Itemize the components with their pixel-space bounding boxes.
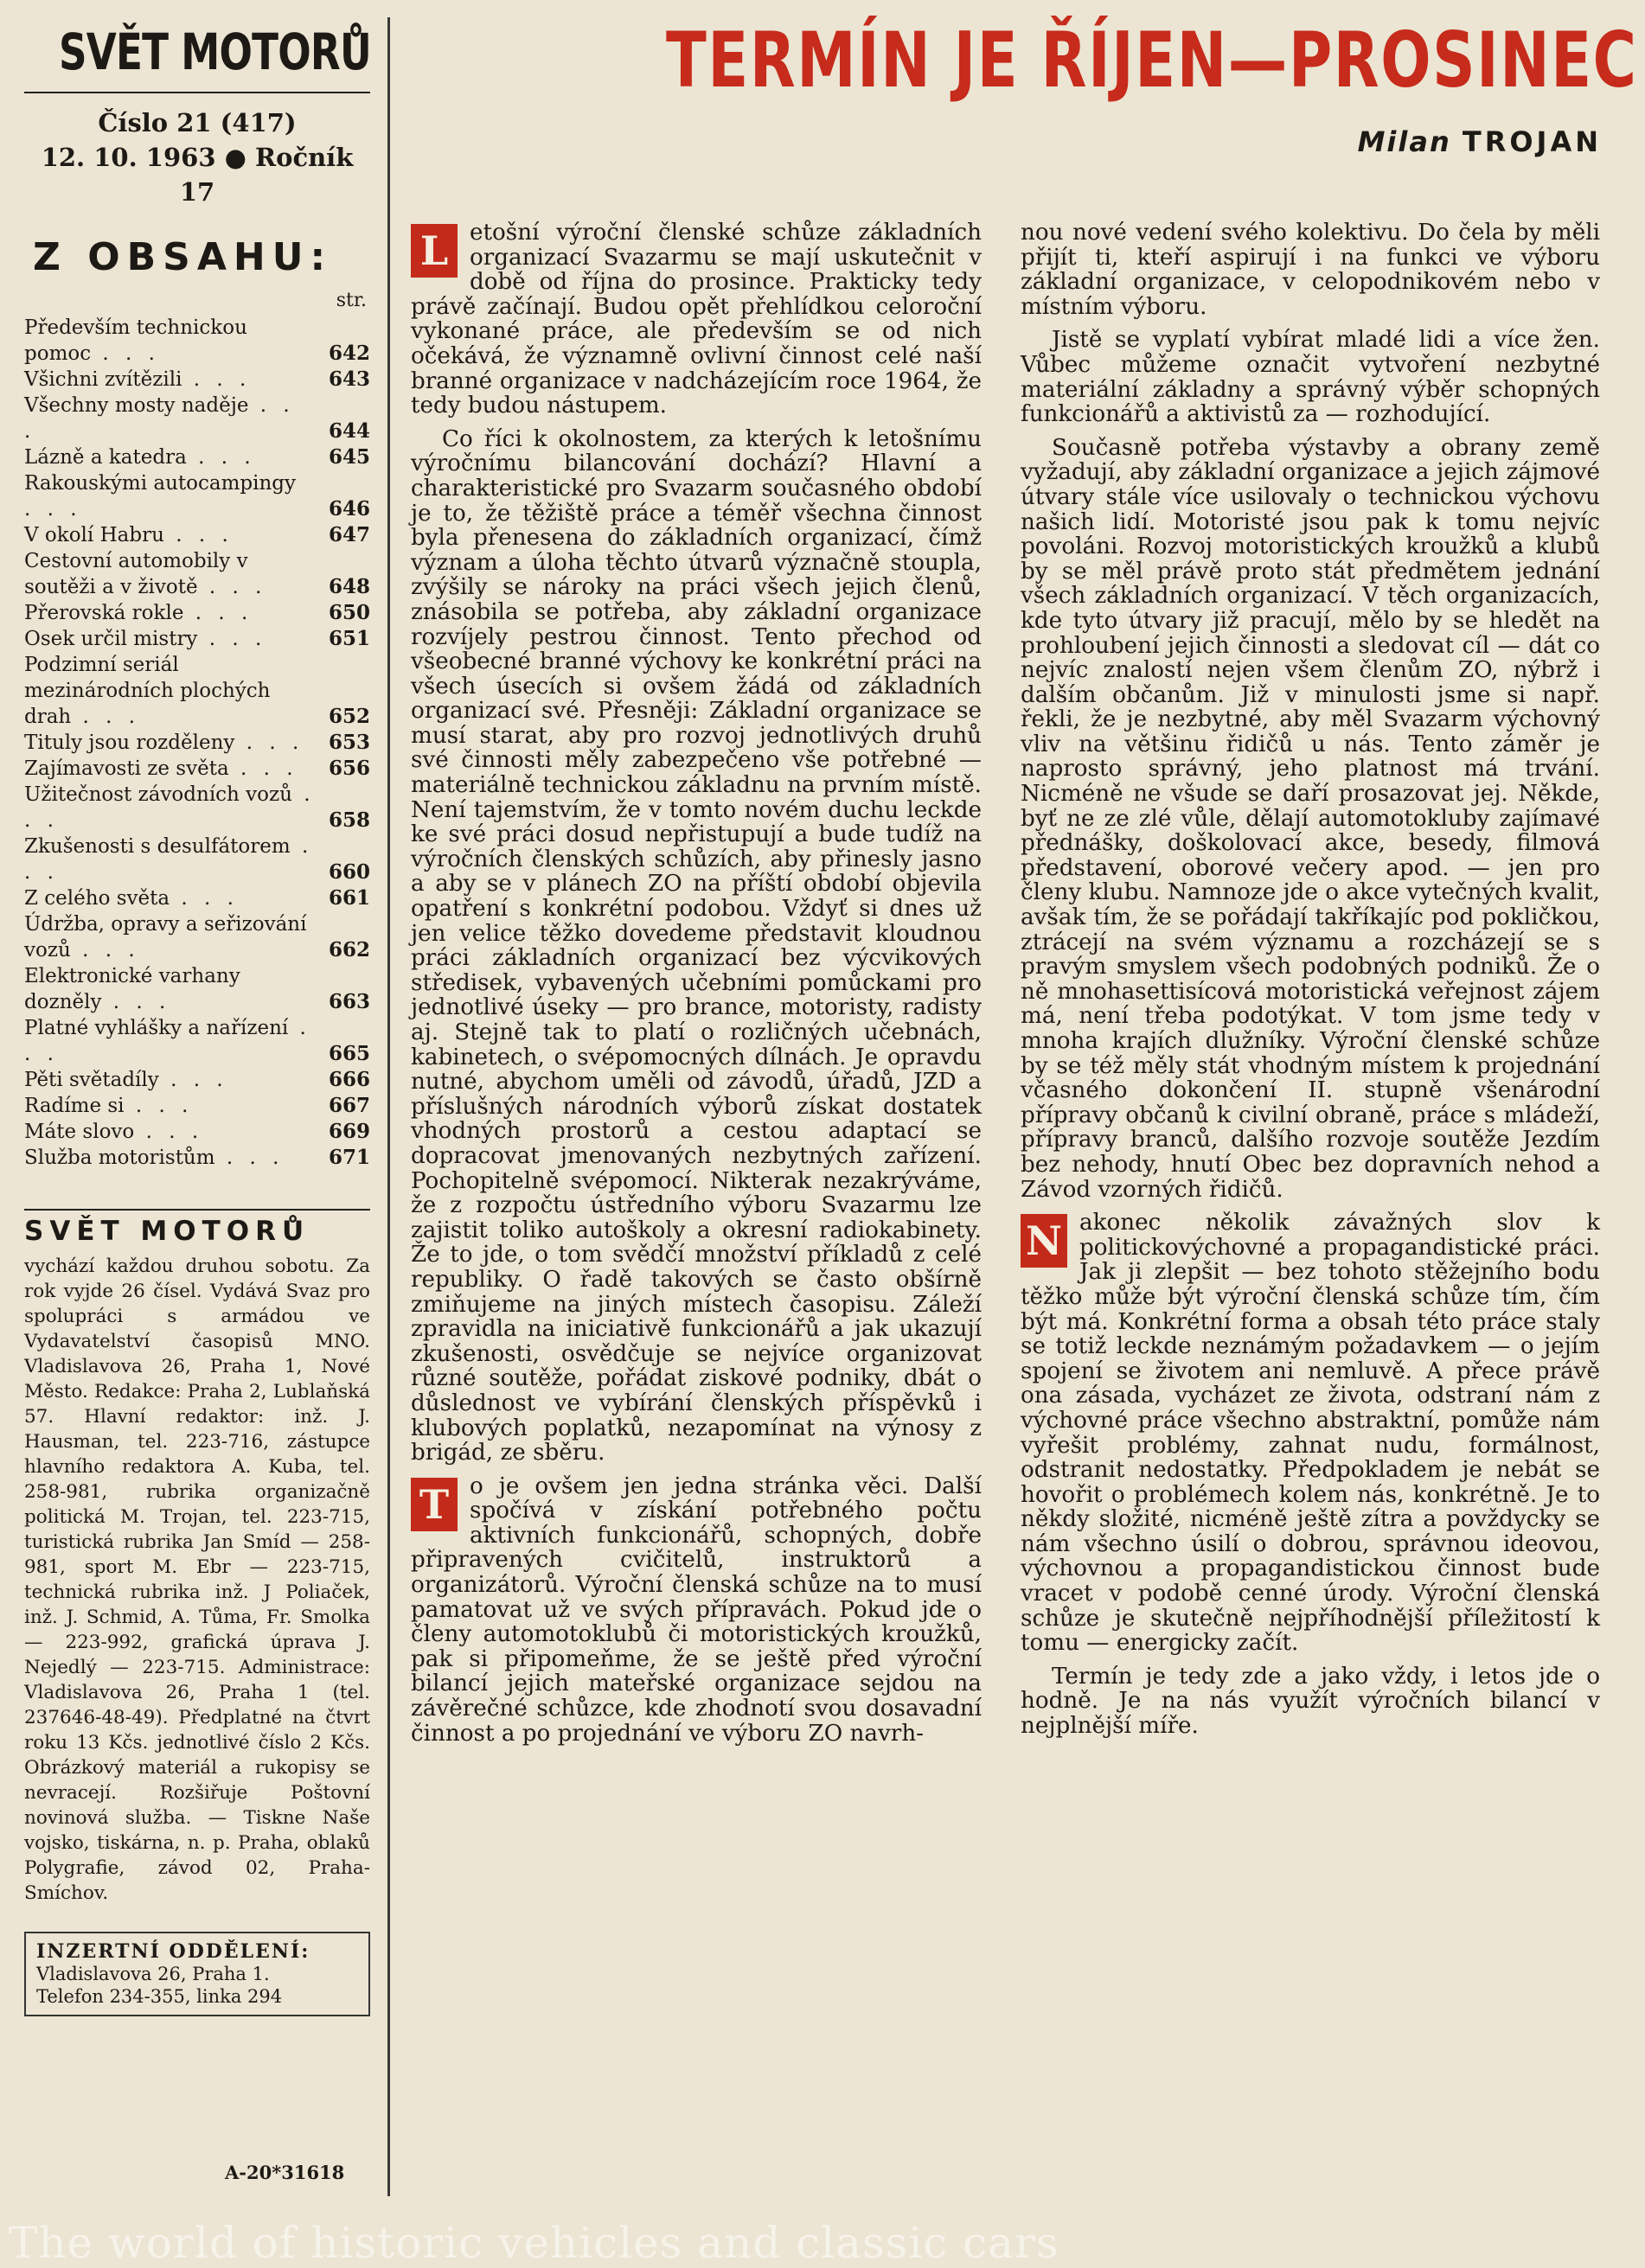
toc-item-page: 647 bbox=[328, 523, 370, 546]
toc-leader-dots: . . . bbox=[197, 576, 267, 598]
toc-leader-dots: . . . bbox=[228, 757, 298, 780]
watermark-text: The world of historic vehicles and classic cars bbox=[9, 2218, 1059, 2268]
toc-item-title: Přerovská rokle bbox=[24, 602, 184, 624]
advertising-title: INZERTNÍ ODDĚLENÍ: bbox=[36, 1940, 310, 1963]
issue-number: Číslo 21 (417) bbox=[98, 108, 297, 137]
author-first-name: Milan bbox=[1357, 125, 1451, 158]
toc-item-title: Zajímavosti ze světa bbox=[24, 757, 229, 780]
paragraph-text: akonec několik závažných slov k politickovýchovné a propagandistické práci. Jak ji zlepšit — bez tohoto stěžejního bodu těžko může být výroční členská schůze tím, čím být má. Konkrétní forma a obsah této práce staly se totiž leckde neznámým požadavkem — o jejím spojení se životem ani nemluvě. A přece právě ona zásada, vycházet ze života, odstraní nám z výchovné práce všechno abstraktní, pomůže nám vyřešit problémy, zahnat nudu, formálnost, odstranit nedostatky. Předpokladem je nebát se hovořit o problémech kolem nás, konkrétně. Je to někdy složité, nicméně ještě zítra a povždycky se nám všechno úsilí o dobrou, správnou ideovou, výchovnou a propagandistickou činnost bude vracet v podobě cenné úrody. Výroční členská schůze je skutečně nejpříhodnější příležitostí k tomu — energicky začít. bbox=[1021, 1210, 1600, 1657]
toc-item-page: 653 bbox=[328, 731, 370, 754]
advertising-phone: Telefon 234-355, linka 294 bbox=[36, 1986, 283, 2007]
drop-cap: N bbox=[1021, 1214, 1067, 1268]
toc-item-title: Zkušenosti s desulfátorem bbox=[24, 835, 291, 858]
toc-item-title: Platné vyhlášky a nařízení bbox=[24, 1017, 289, 1039]
paragraph-text: Současně potřeba výstavby a obrany země vyžadují, aby základní organizace a jejich zájmové útvary stále více usilovaly o technickou výchovu našich lidí. Motoristé jsou pak k tomu nejvíc povoláni. Rozvoj motoristických kroužků a klubů by se měl právě proto stát předmětem jednání všech základních organizací. V těch organizacích, kde tyto útvary již pracují, mělo by se hledět na prohloubení jejich činnosti a sledovat cíl — dát co nejvíc znalostí nejen všem členům ZO, nýbrž i dalším občanům. Již v minulosti jsme si např. řekli, že je nezbytné, aby měl Svazarm výchovný vliv na většinu řidičů u nás. Tento záměr je naprosto správný, jeho platnost má trvání. Nicméně ne všude se daří prosazovat jej. Někde, byť ne ze zlé vůle, dělají automotokluby zajímavé přednášky, doškolovací akce, besedy, filmová představení, oborové večery apod. — jen pro členy klubu. Namnoze jde o akce vytečných kvalit, avšak tím, že se pořádají takříkajíc pod pokličkou, ztrácejí na svém významu a rozcházejí se s pravým smyslem všech podobných podniků. Že o ně mnohasettisícová motoristická veřejnost zájem má, není třeba podotýkat. V tom jsme tedy v mnoha krajích dlužníky. Výroční členské schůze by se též měly stát vhodným místem k projednání včasného dokončení II. stupně všenárodní přípravy občanů k civilní obraně, práce s mládeží, přípravy branců, dalšího rozvoje soutěže Jezdím bez nehody, hnutí Obec bez dopravních nehod a Závod vzorných řidičů. bbox=[1021, 434, 1600, 1203]
toc-item-page: 671 bbox=[328, 1146, 370, 1169]
toc-leader-dots: . . . bbox=[70, 939, 140, 962]
toc-item bbox=[24, 652, 370, 730]
toc-item-page: 669 bbox=[328, 1120, 370, 1143]
toc-item bbox=[24, 756, 370, 782]
drop-cap: T bbox=[411, 1478, 458, 1531]
toc-leader-dots: . . . bbox=[71, 706, 141, 728]
toc-leader-dots: . . . bbox=[214, 1147, 285, 1169]
toc-leader-dots: . . . bbox=[24, 835, 314, 884]
toc-item bbox=[24, 315, 370, 367]
column-divider bbox=[387, 17, 390, 2196]
toc-leader-dots: . . . bbox=[163, 524, 234, 546]
toc-item-page: 644 bbox=[328, 419, 370, 443]
toc-item-page: 666 bbox=[328, 1068, 370, 1091]
toc-item-page: 663 bbox=[328, 990, 370, 1013]
toc-leader-dots: . . . bbox=[91, 342, 160, 365]
toc-item-title: Osek určil mistry bbox=[24, 628, 198, 650]
toc-item bbox=[24, 600, 370, 626]
toc-item-title: Všechny mosty naděje bbox=[24, 394, 249, 417]
toc-item-page: 652 bbox=[328, 705, 370, 728]
toc-leader-dots: . . . bbox=[124, 1095, 194, 1117]
article-paragraph bbox=[1021, 1211, 1600, 1656]
article-paragraph bbox=[1021, 1664, 1600, 1739]
toc-item-page: 660 bbox=[328, 860, 370, 884]
advertising-box bbox=[24, 1932, 370, 2016]
article-column-1 bbox=[411, 220, 982, 1754]
toc-item-page: 651 bbox=[328, 627, 370, 650]
toc-leader-dots: . . . bbox=[158, 1069, 228, 1091]
toc-item-page: 643 bbox=[328, 367, 370, 391]
masthead-rule bbox=[24, 92, 370, 93]
toc-item bbox=[24, 730, 370, 756]
masthead-logo: SVĚT MOTORŮ bbox=[59, 22, 371, 81]
toc-item bbox=[24, 470, 370, 522]
toc-item bbox=[24, 444, 370, 470]
sidebar bbox=[24, 17, 370, 2016]
toc-item-page: 646 bbox=[328, 497, 370, 521]
imprint-box bbox=[24, 1209, 370, 1906]
toc-item bbox=[24, 963, 370, 1015]
article-paragraph bbox=[1021, 436, 1600, 1202]
toc-item-title: Především technickou pomoc bbox=[24, 316, 247, 365]
article-paragraph bbox=[411, 1474, 982, 1747]
toc-leader-dots: . . . bbox=[186, 446, 256, 469]
toc-leader-dots: . . . bbox=[182, 368, 252, 391]
toc-item-page: 661 bbox=[328, 886, 370, 910]
article-paragraph bbox=[411, 220, 982, 418]
toc-item-title: Tituly jsou rozděleny bbox=[24, 732, 235, 754]
toc-item-title: Pěti světadíly bbox=[24, 1069, 159, 1091]
toc-leader-dots: . . . bbox=[234, 732, 304, 754]
toc-item-title: Radíme si bbox=[24, 1095, 125, 1117]
toc-leader-dots: . . . bbox=[24, 498, 82, 521]
toc-item bbox=[24, 1015, 370, 1067]
issue-date: 12. 10. 1963 ● Ročník 17 bbox=[41, 143, 354, 207]
imprint-rule bbox=[24, 1209, 370, 1211]
toc-item-title: Cestovní automobily v soutěži a v životě bbox=[24, 550, 248, 598]
article-column-2 bbox=[1021, 220, 1600, 1747]
toc-item bbox=[24, 885, 370, 911]
article-paragraph bbox=[1021, 220, 1600, 319]
toc-item bbox=[24, 1093, 370, 1119]
toc-item-page: 658 bbox=[328, 808, 370, 832]
toc-item bbox=[24, 548, 370, 600]
toc-item bbox=[24, 393, 370, 444]
toc-item-title: Údržba, opravy a seřizování vozů bbox=[24, 913, 307, 962]
toc-leader-dots: . . . bbox=[101, 991, 171, 1013]
toc-item-page: 645 bbox=[328, 445, 370, 469]
toc-item-title: Elektronické varhany dozněly bbox=[24, 965, 240, 1013]
toc-item-title: Lázně a katedra bbox=[24, 446, 187, 469]
toc-item-title: Všichni zvítězili bbox=[24, 368, 182, 391]
toc-item-title: Z celého světa bbox=[24, 887, 170, 910]
contents-title: Z OBSAHU: bbox=[33, 235, 333, 279]
paragraph-text: o je ovšem jen jedna stránka věci. Další spočívá v získání potřebného počtu aktivních funkcionářů, schopných, dobře připravených cvičitelů, instruktorů a organizátorů. Výroční členská schůze na to musí pamatovat už ve svých přípravách. Pokud jde o členy automotoklubů či motoristických kroužků, pak si připomeňme, že se ještě před výroční bilancí jejich mateřské organizace sejdou na závěrečné schůzce, kde zhodnotí svou dosavadní činnost a po projednání ve výboru ZO navrh- bbox=[411, 1473, 982, 1747]
article-author bbox=[1358, 125, 1602, 158]
drop-cap: L bbox=[411, 224, 458, 278]
toc-item bbox=[24, 626, 370, 652]
toc-leader-dots: . . . bbox=[24, 1017, 311, 1065]
article-headline: TERMÍN JE ŘÍJEN—PROSINEC bbox=[666, 16, 1638, 105]
toc-item-page: 642 bbox=[328, 342, 370, 365]
toc-item bbox=[24, 522, 370, 548]
toc-item-page: 662 bbox=[328, 938, 370, 962]
paragraph-text: nou nové vedení svého kolektivu. Do čela by měli přijít ti, kteří aspirují i na funkci ve výboru základní organizace, v celopodnikovém nebo v místním výboru. bbox=[1021, 220, 1600, 320]
toc-leader-dots: . . . bbox=[24, 783, 316, 832]
toc-item-page: 667 bbox=[328, 1094, 370, 1117]
paragraph-text: Co říci k okolnostem, za kterých k letošnímu výročnímu bilancování dochází? Hlavní a charakteristické pro Svazarm současného období je to, že těžiště práce a téměř všechna činnost byla přenesena do základních organizací, čímž význam a úloha těchto útvarů význačně stoupla, zvýšily se nároky na práci všech jejich členů, znásobila se potřeba, aby základní organizace rozvíjely pestrou činnost. Tento přechod od všeobecné branné výchovy ke konkrétní práci na všech úsecích si ovšem žádá od základních organizací své. Přesněji: Základní organizace se musí starat, aby pro rozvoj jednotlivých druhů své činnosti měly zabezpečeno vše potřebné — materiálně technickou základnu na prvním místě. Není tajemstvím, že v tomto novém duchu leckde ke své práci dosud nepřistupují a bude tudíž na výročních členských schůzích, aby přinesly jasno a aby se v plánech ZO na příští období objevila opatření s konkrétní podobou. Vždyť si dnes už jen velice těžko dovedeme představit kloudnou práci základních organizací bez výcvikových středisek, vybavených učebními pomůckami pro jednotlivé úseky — pro brance, motoristy, radisty aj. Stejně tak to platí o rozličných učebnách, kabinetech, o svépomocných dílnách. Je opravdu nutné, abychom uměli od závodů, úřadů, JZD a příslušných národních výborů získat dostatek vhodných prostorů a cestou adaptací se dopracovat jmenovaných nezbytných zařízení. Pochopitelně svépomocí. Nikterak nezakrýváme, že z rozpočtu ústředního výboru Svazarmu lze zajistit toliko autoškoly a okresní radiokabinety. Že to jde, o tom svědčí množství příkladů z celé republiky. O řadě takových se často obšírně zmiňujeme na jiných místech časopisu. Záleží zpravidla na iniciativě funkcionářů a jak ukazují zkušenosti, osvědčuje se nejvíce organizovat různé soutěže, pořádat ziskové podniky, dbát o důslednost ve vybírání členských příspěvků i klubových poplatků, nezapomínat na výnosy z brigád, ze sběru. bbox=[411, 425, 982, 1466]
toc-item bbox=[24, 1119, 370, 1145]
toc-leader-dots: . . . bbox=[183, 602, 253, 624]
imprint-title: SVĚT MOTORŮ bbox=[24, 1216, 310, 1247]
toc-item-title: Podzimní seriál mezinárodních plochých drah bbox=[24, 654, 271, 728]
toc-item-page: 665 bbox=[328, 1042, 370, 1065]
article-paragraph bbox=[411, 427, 982, 1466]
toc-item-title: V okolí Habru bbox=[24, 524, 164, 546]
paragraph-text: Jistě se vyplatí vybírat mladé lidi a více žen. Vůbec můžeme označit vytvoření nezbytné materiální základny a správný výběr schopných funkcionářů a aktivistů za — rozhodující. bbox=[1021, 327, 1600, 428]
print-code: A-20*31618 bbox=[225, 2162, 345, 2183]
advertising-address: Vladislavova 26, Praha 1. bbox=[36, 1964, 270, 1984]
article-paragraph bbox=[1021, 328, 1600, 426]
toc-item bbox=[24, 834, 370, 885]
toc-item bbox=[24, 782, 370, 834]
toc-item bbox=[24, 1067, 370, 1093]
toc-item-title: Máte slovo bbox=[24, 1121, 135, 1143]
toc-item-title: Služba motoristům bbox=[24, 1147, 215, 1169]
imprint-text: vychází každou druhou sobotu. Za rok vyjde 26 čísel. Vydává Svaz pro spolupráci s armádou ve Vydavatelství časopisů MNO. Vladislavova 26, Praha 1, Nové Město. Redakce: Praha 2, Lublaňská 57. Hlavní redaktor: inž. J. Hausman, tel. 223-716, zástupce hlavního redaktora A. Kuba, tel. 258-981, rubrika organizačně politická M. Trojan, tel. 223-715, turistická rubrika Jan Smíd — 258-981, sport M. Ebr — 223-715, technická rubrika inž. J Poliaček, inž. J. Schmid, A. Tůma, Fr. Smolka — 223-992, grafická úprava J. Nejedlý — 223-715. Administrace: Vladislavova 26, Praha 1 (tel. 237646-48-49). Předplatné na čtvrt roku 13 Kčs. jednotlivé číslo 2 Kčs. Obrázkový materiál a rukopisy se nevracejí. Rozšiřuje Poštovní novinová služba. — Tiskne Naše vojsko, tiskárna, n. p. Praha, oblaků Polygrafie, závod 02, Praha-Smíchov. bbox=[24, 1255, 370, 1904]
toc-item-page: 656 bbox=[328, 757, 370, 780]
paragraph-text: etošní výroční členské schůze základních organizací Svazarmu se mají uskutečnit v době od října do prosince. Prakticky tedy právě začínají. Budou opět přehlídkou celoroční vykonané práce, ale především se od nich očekává, že významně ovlivní činnost celé naší branné organizace v nadcházejícím roce 1964, že tedy budou nástupem. bbox=[411, 220, 982, 419]
toc-item-page: 648 bbox=[328, 575, 370, 598]
toc-leader-dots: . . . bbox=[134, 1121, 204, 1143]
paragraph-text: Termín je tedy zde a jako vždy, i letos jde o hodně. Je na nás využít výročních bilancí v nejplnější míře. bbox=[1021, 1663, 1600, 1740]
toc-leader-dots: . . . bbox=[170, 887, 239, 910]
toc-leader-dots: . . . bbox=[197, 628, 267, 650]
toc-item bbox=[24, 1145, 370, 1171]
toc-item bbox=[24, 367, 370, 393]
toc-leader-dots: . . . bbox=[24, 394, 295, 443]
page-column-header: str. bbox=[336, 290, 367, 311]
toc-item bbox=[24, 911, 370, 963]
toc-item-title: Rakouskými autocampingy bbox=[24, 472, 296, 495]
toc-item-page: 650 bbox=[328, 601, 370, 624]
toc-item-title: Užitečnost závodních vozů bbox=[24, 783, 292, 806]
table-of-contents bbox=[24, 315, 370, 1171]
author-last-name: TROJAN bbox=[1462, 125, 1602, 158]
